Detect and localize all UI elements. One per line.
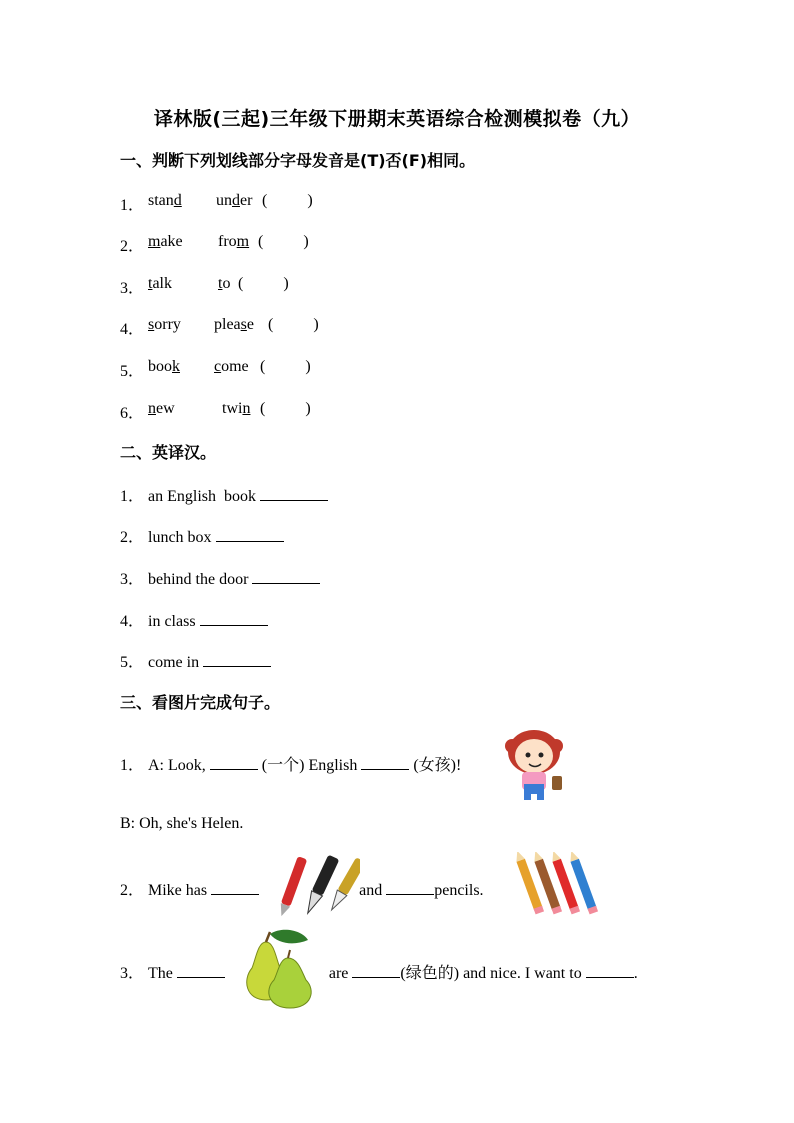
section1-heading: 一、判断下列划线部分字母发音是(T)否(F)相同。 bbox=[120, 151, 476, 170]
s1-item: 2． make from ( ) bbox=[120, 233, 309, 255]
word-2: to bbox=[218, 275, 231, 292]
translation-blank[interactable] bbox=[260, 486, 328, 501]
s2-item: 1． an English book bbox=[120, 483, 328, 507]
section3-heading: 三、看图片完成句子。 bbox=[120, 693, 281, 712]
q2-blank-1[interactable] bbox=[211, 880, 259, 895]
translation-blank[interactable] bbox=[200, 611, 268, 626]
translation-blank[interactable] bbox=[203, 652, 271, 667]
s1-item: 1． stand under ( ) bbox=[120, 192, 313, 214]
pencils-icon bbox=[512, 852, 602, 922]
s3-q2-line: 2． Mike has and pencils. bbox=[120, 882, 484, 899]
q1-blank-1[interactable] bbox=[210, 755, 258, 770]
s3-q1-line-b: B: Oh, she's Helen. bbox=[120, 815, 244, 832]
s2-item: 2． lunch box bbox=[120, 524, 284, 548]
phrase: an English book bbox=[148, 488, 256, 505]
s1-item: 6． new twin ( ) bbox=[120, 400, 311, 422]
q3-text-b: are bbox=[328, 965, 349, 982]
q2-text-a: Mike has bbox=[148, 882, 208, 899]
q3-text-c: (绿色的) and nice. I want to bbox=[400, 965, 582, 982]
answer-paren[interactable]: ( ) bbox=[268, 316, 319, 333]
s3-q1-line-a: 1． A: Look, (一个) English (女孩)! bbox=[120, 757, 462, 774]
q1-text-a: A: Look, bbox=[148, 757, 206, 774]
q3-text-d: . bbox=[633, 965, 638, 982]
pears-icon bbox=[236, 928, 326, 1010]
answer-paren[interactable]: ( ) bbox=[258, 233, 309, 250]
answer-paren[interactable]: ( ) bbox=[260, 358, 311, 375]
s3-q3-line: 3． The are (绿色的) and nice. I want to . bbox=[120, 965, 638, 982]
section2-heading: 二、英译汉。 bbox=[120, 443, 217, 462]
q3-text-a: The bbox=[148, 965, 173, 982]
word-2: twin bbox=[222, 400, 251, 417]
phrase: lunch box bbox=[148, 529, 212, 546]
word-2: from bbox=[218, 233, 250, 250]
q3-blank-1[interactable] bbox=[177, 963, 225, 978]
phrase: in class bbox=[148, 613, 196, 630]
word-1: talk bbox=[148, 275, 172, 292]
q1-hint-2: (女孩)! bbox=[413, 757, 462, 774]
word-1: new bbox=[148, 400, 175, 417]
s1-item: 4． sorry please ( ) bbox=[120, 316, 319, 338]
answer-paren[interactable]: ( ) bbox=[262, 192, 313, 209]
girl-icon bbox=[500, 722, 572, 802]
phrase: come in bbox=[148, 654, 200, 671]
q2-text-b: and bbox=[359, 882, 383, 899]
word-1: stand bbox=[148, 192, 182, 209]
q2-blank-2[interactable] bbox=[386, 880, 434, 895]
translation-blank[interactable] bbox=[216, 527, 284, 542]
phrase: behind the door bbox=[148, 571, 249, 588]
q3-blank-2[interactable] bbox=[352, 963, 400, 978]
s2-item: 3． behind the door bbox=[120, 566, 320, 590]
s2-item: 5． come in bbox=[120, 649, 271, 673]
page-title: 译林版(三起)三年级下册期末英语综合检测模拟卷（九） bbox=[153, 108, 641, 130]
s1-item: 5． book come ( ) bbox=[120, 358, 311, 380]
word-2: please bbox=[214, 316, 254, 333]
s2-item: 4． in class bbox=[120, 608, 268, 632]
word-1: sorry bbox=[148, 316, 181, 333]
answer-paren[interactable]: ( ) bbox=[238, 275, 289, 292]
word-2: come bbox=[214, 358, 249, 375]
s1-item: 3． talk to ( ) bbox=[120, 275, 289, 297]
word-1: make bbox=[148, 233, 183, 250]
q3-blank-3[interactable] bbox=[586, 963, 634, 978]
word-2: under bbox=[216, 192, 253, 209]
q1-blank-2[interactable] bbox=[361, 755, 409, 770]
answer-paren[interactable]: ( ) bbox=[260, 400, 311, 417]
word-1: book bbox=[148, 358, 180, 375]
q2-text-c: pencils. bbox=[434, 882, 484, 899]
translation-blank[interactable] bbox=[252, 569, 320, 584]
q1-hint-1: (一个) English bbox=[261, 757, 358, 774]
pens-icon bbox=[276, 852, 360, 922]
